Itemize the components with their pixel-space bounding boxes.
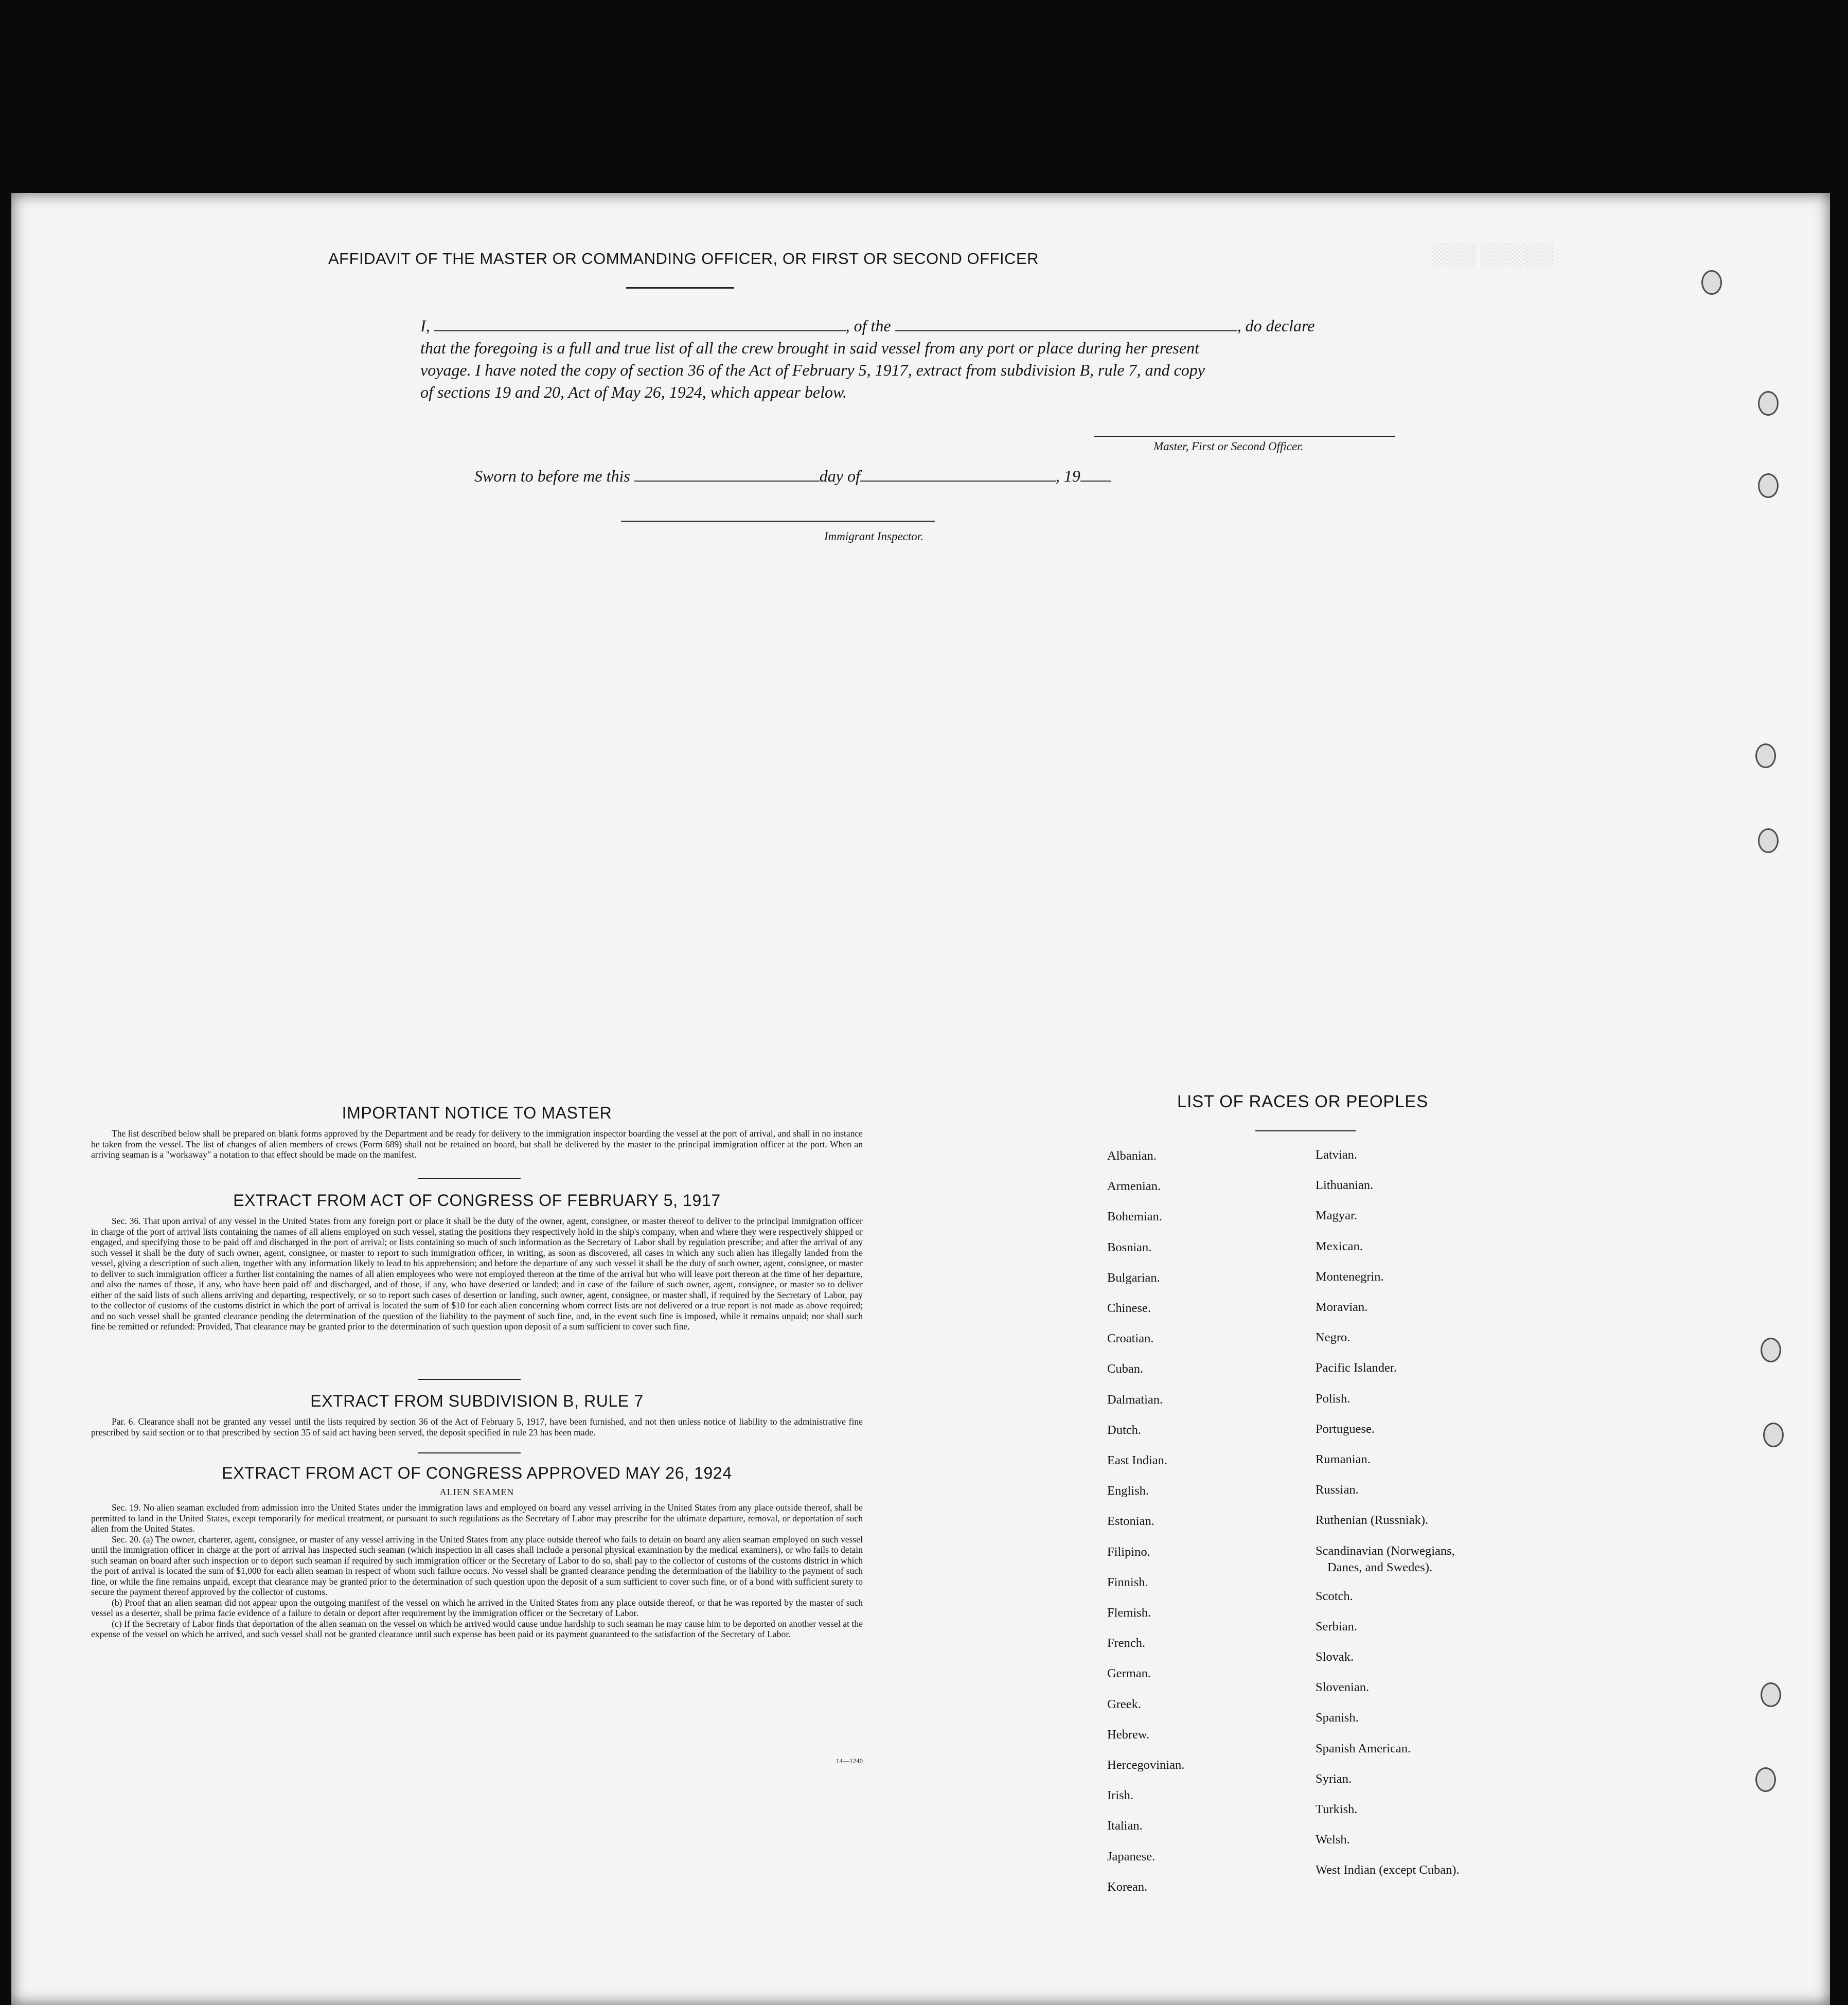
extract-1924-text xyxy=(91,1502,863,1640)
race-item: Hebrew. xyxy=(1107,1727,1150,1742)
section-19-text: Sec. 19. No alien seaman excluded from admission into the United States under the immigration laws and employed on board any vessel arriving in the United States from any place outside thereof, shall be permitted to land in the United States, except temporarily for medical treatment, or pursuant to such regulations as the Secretary of Labor may prescribe for the ultimate departure, removal, or deportation of such alien from the United States. xyxy=(91,1502,863,1534)
race-item: Scandinavian (Norwegians, xyxy=(1316,1543,1455,1558)
race-item: Italian. xyxy=(1107,1819,1143,1833)
race-item: Welsh. xyxy=(1316,1833,1350,1847)
race-item: French. xyxy=(1107,1636,1146,1651)
race-item: Greek. xyxy=(1107,1697,1141,1711)
officer-name-field[interactable] xyxy=(434,317,846,331)
section-20b-text: (b) Proof that an alien seaman did not appear upon the outgoing manifest of the vessel on which he arrived in the United States from any place outside thereof, or that he was reported by the master of such vessel as a deserter, shall be prima facie evidence of a failure to detain or deport after requirement by the immigration officer or the Secretary of Labor. xyxy=(91,1597,863,1618)
inspector-signature-field[interactable] xyxy=(621,521,935,522)
race-item: Flemish. xyxy=(1107,1606,1151,1620)
affidavit-text-line-4: of sections 19 and 20, Act of May 26, 1924, which appear below. xyxy=(420,383,847,401)
inspector-signature-caption: Immigrant Inspector. xyxy=(824,530,923,543)
race-item: Syrian. xyxy=(1316,1771,1352,1786)
sworn-label: Sworn to before me this xyxy=(474,467,630,485)
year-label: , 19 xyxy=(1055,467,1080,485)
document-page xyxy=(11,193,1830,2005)
sworn-date-field[interactable] xyxy=(634,467,820,482)
extract-1917-title: EXTRACT FROM ACT OF CONGRESS OF FEBRUARY 5, 1917 xyxy=(233,1191,721,1210)
punch-hole xyxy=(1758,473,1779,498)
notice-text: The list described below shall be prepared on blank forms approved by the Department and be ready for delivery to the immigration inspector boarding the vessel at the port of arrival, and shall in no instance be taken from the vessel. The list of changes of alien members of crews (Form 689) shall not be retained on board, but shall be delivered by the master to the principal immigration officer at the port. When an arriving seaman is a "workaway" a notation to that effect should be made on the manifest. xyxy=(91,1128,863,1160)
affidavit-declaration-line xyxy=(420,316,1314,335)
race-item: Albanian. xyxy=(1107,1149,1157,1163)
extract-rule7-title: EXTRACT FROM SUBDIVISION B, RULE 7 xyxy=(310,1392,644,1410)
race-item: Filipino. xyxy=(1107,1545,1150,1559)
notice-title: IMPORTANT NOTICE TO MASTER xyxy=(342,1104,612,1122)
sworn-line xyxy=(474,467,1111,486)
race-item: Croatian. xyxy=(1107,1332,1154,1346)
sworn-year-field[interactable] xyxy=(1080,467,1111,482)
race-item: Dalmatian. xyxy=(1107,1392,1163,1407)
section-20a-text: Sec. 20. (a) The owner, charterer, agent, consignee, or master of any vessel arriving in the United States from any place outside thereof who fails to detain on board any alien seaman employed on such vessel until the immigration officer in charge at the port of arrival has inspected such seaman (which inspection in all cases shall include a personal physical examination by the medical examiners), or who fails to detain such seaman on board after such inspection or to deport such seaman if required by such immigration officer or the Secretary of Labor to do so, shall pay to the collector of customs of the customs district in which the port of arrival is located the sum of $1,000 for each alien seaman in respect of whom such failure occurs. No vessel shall be granted clearance pending the determination of the liability to the payment of such fine, or while the fine remains unpaid, except that clearance may be granted prior to the determination of such question upon the deposit of a sum sufficient to cover such fine, or of a bond with sufficient surety to secure the payment thereof approved by the collector of customs. xyxy=(91,1534,863,1597)
race-item: Pacific Islander. xyxy=(1316,1361,1397,1375)
race-item: Slovak. xyxy=(1316,1650,1354,1664)
punch-hole xyxy=(1758,828,1779,853)
extract-rule7-text: Par. 6. Clearance shall not be granted any vessel until the lists required by section 36 of the Act of February 5, 1917, have been furnished, and not then unless notice of liability to the administrative fine prescribed by said section or to that prescribed by section 35 of said act having been served, the deposit specified in rule 23 has been made. xyxy=(91,1416,863,1438)
race-item: Hercegovinian. xyxy=(1107,1758,1185,1772)
affidavit-title: AFFIDAVIT OF THE MASTER OR COMMANDING OFFICER, OR FIRST OR SECOND OFFICER xyxy=(328,250,1039,268)
punch-hole xyxy=(1755,743,1776,768)
race-item: Chinese. xyxy=(1107,1301,1151,1315)
races-title: LIST OF RACES OR PEOPLES xyxy=(1177,1092,1429,1111)
race-item: Danes, and Swedes). xyxy=(1327,1560,1433,1574)
race-item: Rumanian. xyxy=(1316,1452,1371,1466)
race-item: Bulgarian. xyxy=(1107,1270,1160,1285)
extract-1917-text: Sec. 36. That upon arrival of any vessel in the United States from any foreign port or place it shall be the duty of the owner, agent, consignee, or master thereof to deliver to the principal immigration officer in charge of the port of arrival lists containing the names of all aliens employed on such vessel, stating the positions they respectively hold in the ship's company, when and where they were respectively shipped or engaged, and specifying those to be paid off and discharged in the port of arrival; or lists containing so much of such information as the Secretary of Labor shall by regulation prescribe; and after the arrival of any such vessel it shall be the duty of such owner, agent, consignee, or master to report to such immigration officer, in writing, as soon as discovered, all cases in which any such alien has illegally landed from the vessel, giving a description of such alien, together with any information likely to lead to his apprehension; and before the departure of any such vessel it shall be the duty of such owner, agent, consignee, or master to deliver to such immigration officer a further list containing the names of all alien employees who were not employed thereon at the time of the arrival but who will leave port thereon at the time of her departure, and also the names of those, if any, who have been paid off and discharged, and of those, if any, who have deserted or landed; and in case of the failure of such owner, agent, consignee, or master so to deliver either of the said lists of such aliens arriving and departing, respectively, or so to report such cases of desertion or landing, such owner, agent, consignee, or master shall, if required by the Secretary of Labor, pay to the collector of customs of the customs district in which the port of arrival is located the sum of $10 for each alien concerning whom correct lists are not delivered or a true report is not made as above required; and no such vessel shall be granted clearance pending the determination of the question of the liability to the payment of such fine, and, in the event such fine is imposed, while it remains unpaid; nor shall such fine be remitted or refunded: Provided, That clearance may be granted prior to the determination of such question upon deposit of a sum sufficient to cover such fine. xyxy=(91,1216,863,1332)
race-item: Bohemian. xyxy=(1107,1210,1162,1224)
race-item: Spanish American. xyxy=(1316,1741,1411,1755)
section-divider xyxy=(418,1452,521,1453)
form-number: 14—1240 xyxy=(836,1757,863,1765)
affidavit-text-line-3: voyage. I have noted the copy of section 36 of the Act of February 5, 1917, extract from subdivision B, rule 7, and copy xyxy=(420,361,1205,379)
bleed-through-marks: ░░░ ░░░░░ xyxy=(1431,242,1553,265)
punch-hole xyxy=(1761,1338,1781,1362)
race-item: Irish. xyxy=(1107,1788,1134,1803)
day-of-label: day of xyxy=(819,467,860,485)
race-item: Mexican. xyxy=(1316,1239,1363,1253)
punch-hole xyxy=(1758,391,1779,416)
race-item: Lithuanian. xyxy=(1316,1178,1374,1193)
sworn-month-field[interactable] xyxy=(860,467,1056,482)
vessel-name-field[interactable] xyxy=(895,317,1237,331)
race-item: Bosnian. xyxy=(1107,1240,1152,1254)
punch-hole xyxy=(1701,270,1722,295)
extract-1924-title: EXTRACT FROM ACT OF CONGRESS APPROVED MAY 26, 1924 xyxy=(222,1464,732,1482)
section-divider xyxy=(418,1178,521,1179)
section-divider xyxy=(418,1379,521,1380)
race-item: Ruthenian (Russniak). xyxy=(1316,1513,1429,1528)
race-item: Scotch. xyxy=(1316,1589,1353,1603)
affidavit-of-label: , of the xyxy=(845,316,891,335)
title-divider xyxy=(626,287,734,289)
race-item: Japanese. xyxy=(1107,1849,1156,1864)
race-item: Russian. xyxy=(1316,1483,1359,1497)
punch-hole xyxy=(1755,1767,1776,1792)
affidavit-declare-label: , do declare xyxy=(1237,316,1315,335)
race-item: Cuban. xyxy=(1107,1362,1144,1376)
punch-hole xyxy=(1763,1423,1784,1447)
race-item: Finnish. xyxy=(1107,1575,1148,1589)
race-item: Latvian. xyxy=(1316,1148,1357,1162)
race-item: Portuguese. xyxy=(1316,1422,1375,1436)
race-item: East Indian. xyxy=(1107,1453,1168,1467)
race-item: West Indian (except Cuban). xyxy=(1316,1863,1460,1877)
affidavit-text-line-2: that the foregoing is a full and true list of all the crew brought in said vessel from any port or place during her present xyxy=(420,339,1199,357)
master-signature-field[interactable] xyxy=(1094,436,1395,437)
race-item: Moravian. xyxy=(1316,1300,1368,1314)
affidavit-i-label: I, xyxy=(420,316,430,335)
race-item: English. xyxy=(1107,1484,1149,1498)
race-item: Turkish. xyxy=(1316,1802,1358,1816)
race-item: Estonian. xyxy=(1107,1514,1154,1529)
race-item: Spanish. xyxy=(1316,1711,1359,1725)
race-item: Magyar. xyxy=(1316,1209,1357,1223)
race-item: Armenian. xyxy=(1107,1179,1161,1194)
master-signature-caption: Master, First or Second Officer. xyxy=(1153,440,1304,453)
punch-hole xyxy=(1761,1682,1781,1707)
race-item: Negro. xyxy=(1316,1330,1351,1345)
races-divider xyxy=(1255,1130,1356,1131)
section-20c-text: (c) If the Secretary of Labor finds that deportation of the alien seaman on the vessel on which he arrived would cause undue hardship to such seaman he may cause him to be deported on another vessel at the expense of the vessel on which he arrived, and such vessel shall not be granted clearance until such expense has been paid or its payment guaranteed to the satisfaction of the Secretary of Labor. xyxy=(91,1618,863,1639)
race-item: Montenegrin. xyxy=(1316,1269,1384,1284)
alien-seamen-subtitle: ALIEN SEAMEN xyxy=(439,1487,514,1497)
race-item: Dutch. xyxy=(1107,1423,1141,1437)
race-item: Polish. xyxy=(1316,1391,1351,1406)
race-item: Slovenian. xyxy=(1316,1680,1370,1695)
race-item: Serbian. xyxy=(1316,1619,1357,1634)
race-item: German. xyxy=(1107,1666,1151,1681)
race-item: Korean. xyxy=(1107,1879,1148,1894)
